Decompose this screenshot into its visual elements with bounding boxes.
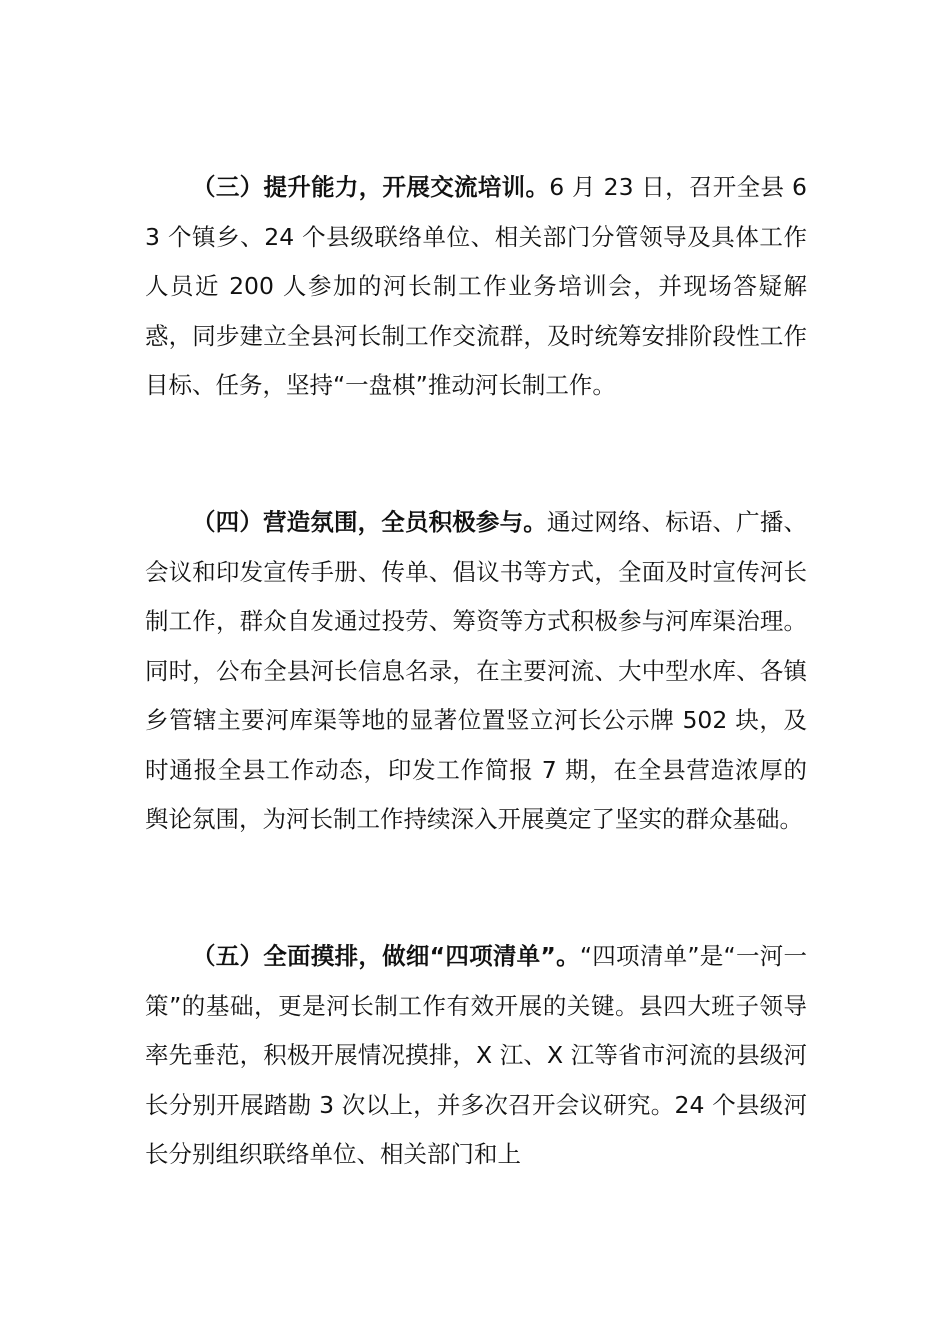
paragraph-section-3	[145, 163, 807, 411]
paragraph-section-4	[145, 498, 807, 845]
section-5-heading: （五）全面摸排，做细“四项清单”。	[192, 942, 580, 970]
section-5-body: “四项清单”是“一河一策”的基础，更是河长制工作有效开展的关键。县四大班子领导率先垂范，积极开展情况摸排，X 江、X 江等省市河流的县级河长分别开展踏勘 3 次以上，并多次召开会议研究。24 个县级河长分别组织联络单位、相关部门和上	[145, 942, 808, 1168]
section-3-body: 6 月 23 日，召开全县 63 个镇乡、24 个县级联络单位、相关部门分管领导及具体工作人员近 200 人参加的河长制工作业务培训会，并现场答疑解惑，同步建立全县河长制工作交流群，及时统筹安排阶段性工作目标、任务，坚持“一盘棋”推动河长制工作。	[145, 173, 807, 399]
section-3-heading: （三）提升能力，开展交流培训。	[192, 173, 550, 201]
paragraph-section-5	[145, 932, 807, 1180]
section-4-body: 通过网络、标语、广播、会议和印发宣传手册、传单、倡议书等方式，全面及时宣传河长制工作，群众自发通过投劳、筹资等方式积极参与河库渠治理。同时，公布全县河长信息名录，在主要河流、大中型水库、各镇乡管辖主要河库渠等地的显著位置竖立河长公示牌 502 块，及时通报全县工作动态，印发工作简报 7 期，在全县营造浓厚的舆论氛围，为河长制工作持续深入开展奠定了坚实的群众基础。	[145, 508, 808, 833]
section-4-heading: （四）营造氛围，全员积极参与。	[192, 508, 547, 536]
